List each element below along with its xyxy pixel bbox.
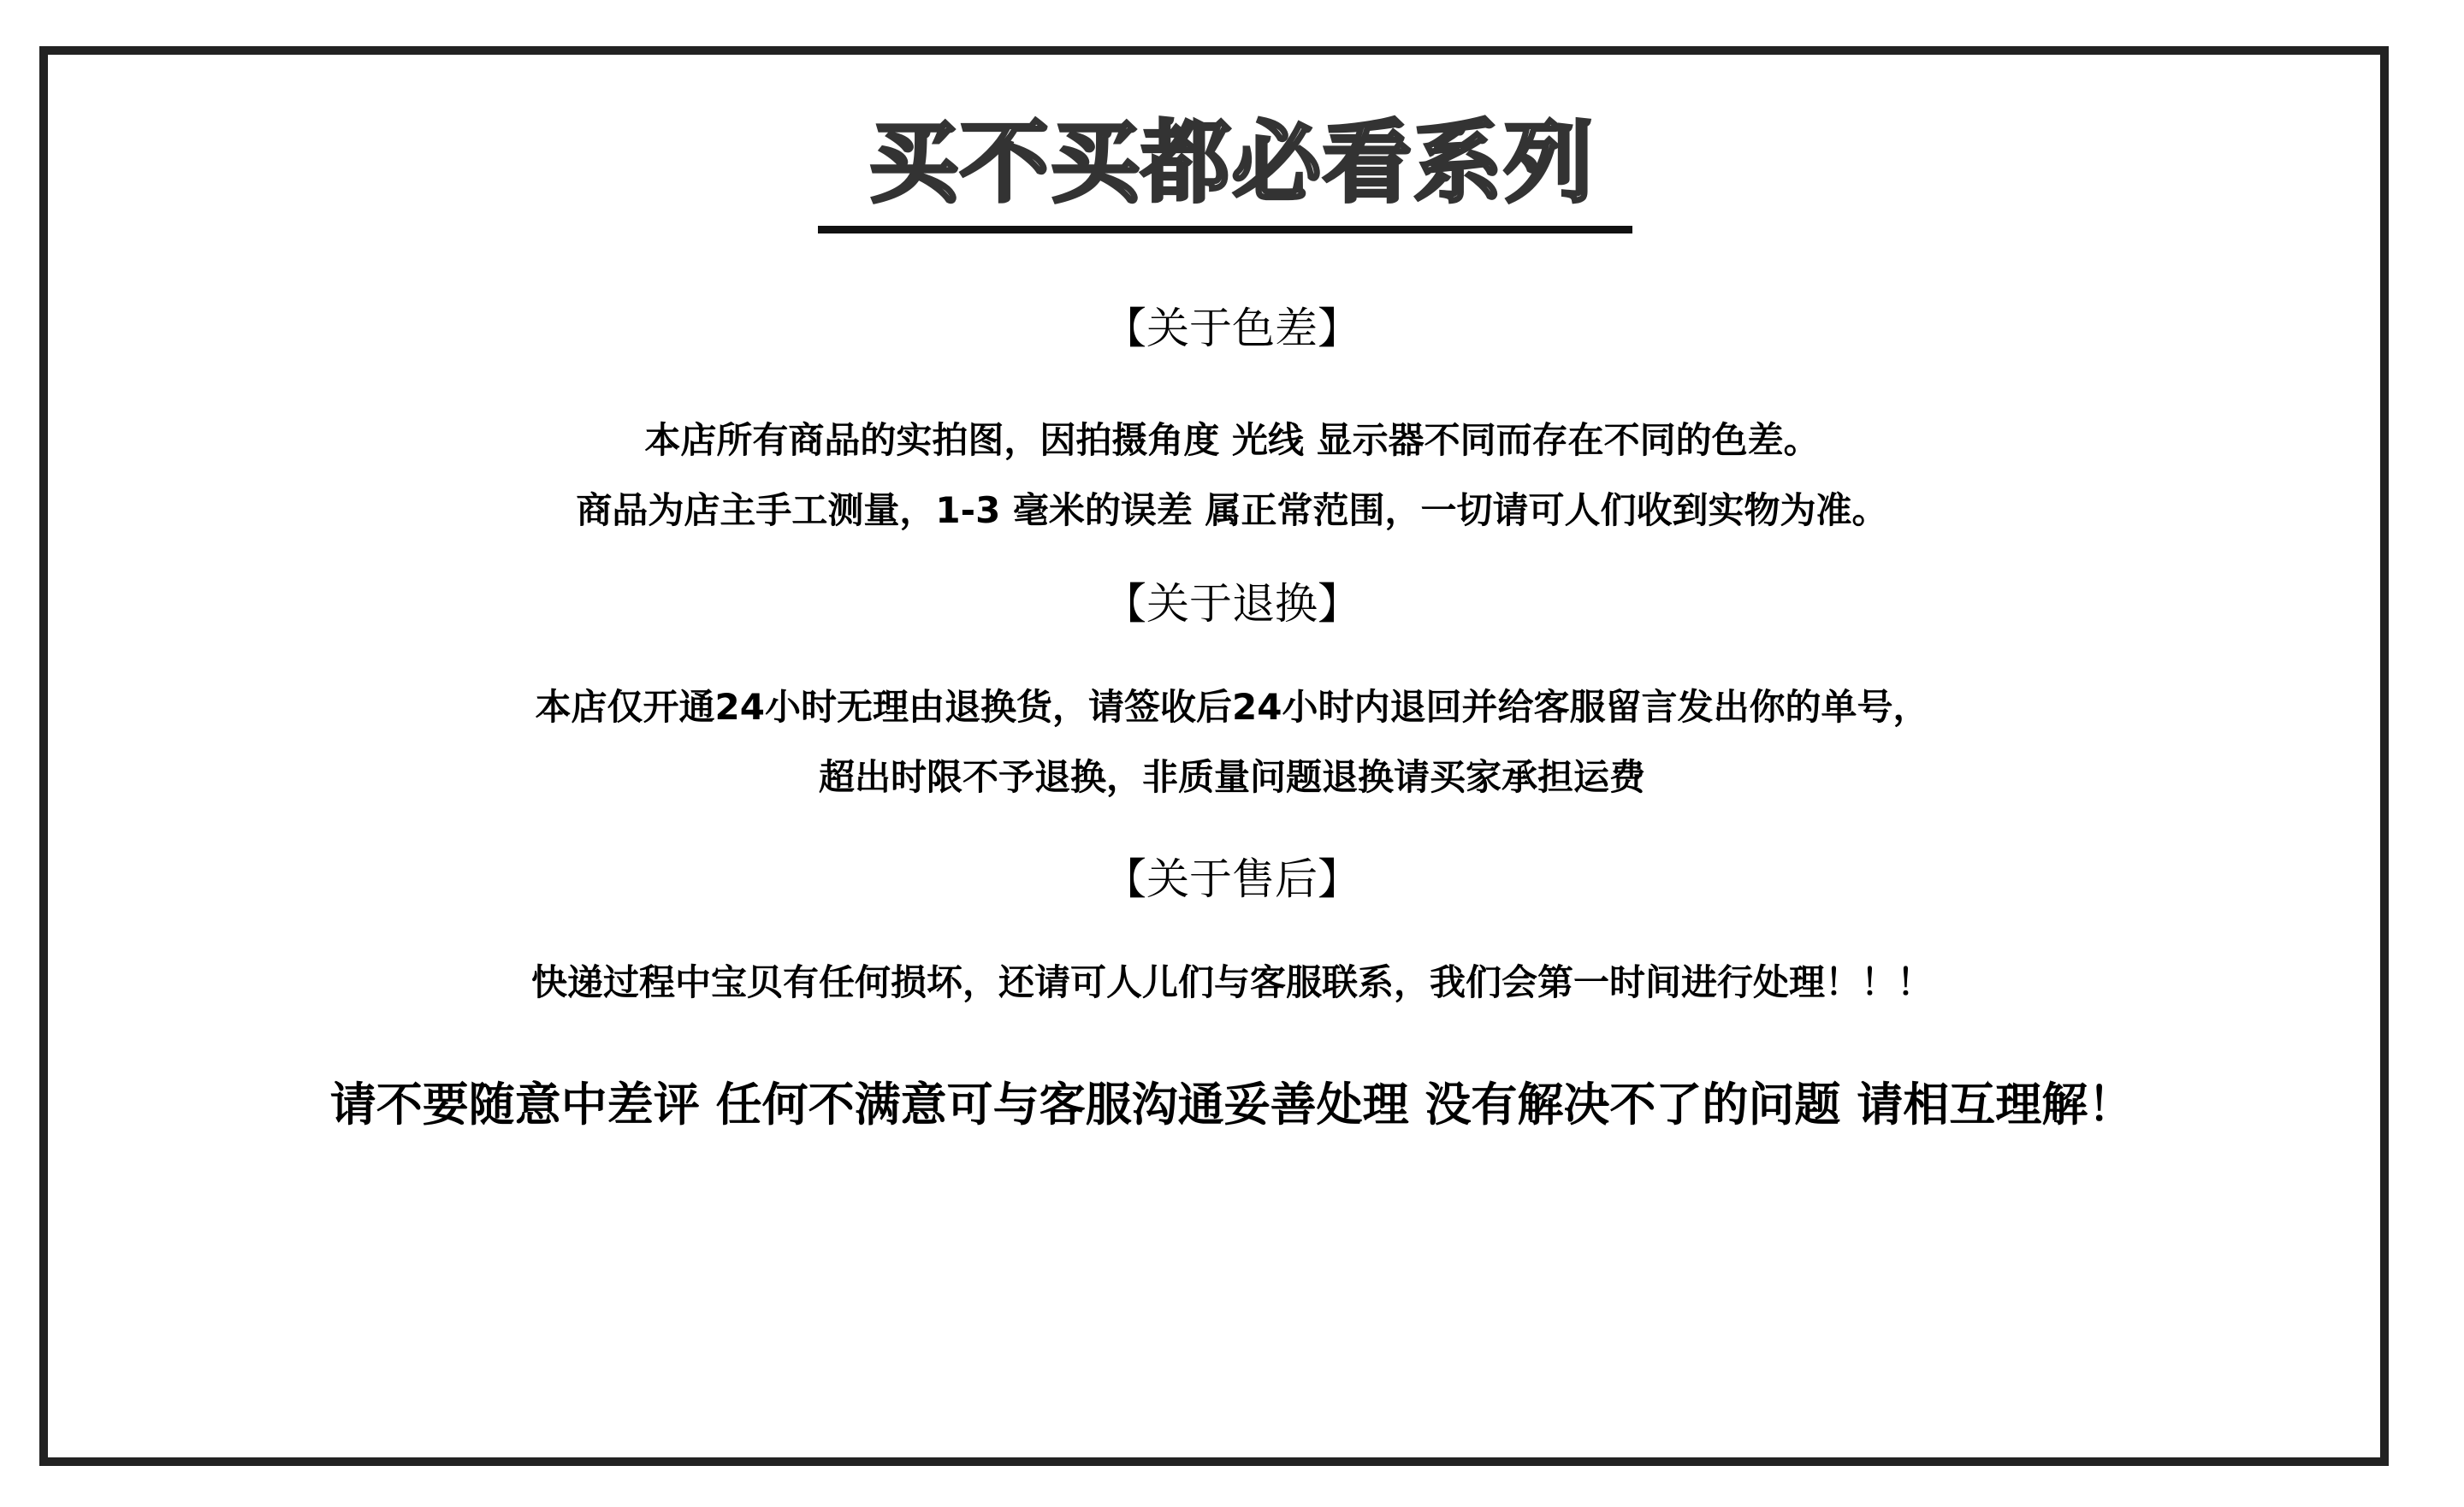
color-difference-line-1: 本店所有商品的实拍图，因拍摄角度 光线 显示器不同而存在不同的色差。: [644, 419, 1820, 461]
section-heading-color-difference: 【关于色差】: [1104, 304, 1360, 353]
returns-line-1: 本店仅开通24小时无理由退换货，请签收后24小时内退回并给客服留言发出你的单号，: [535, 686, 1929, 728]
section-heading-after-sales: 【关于售后】: [1104, 854, 1360, 904]
closing-note: 请不要随意中差评 任何不满意可与客服沟通妥善处理 没有解决不了的问题 请相互理解！: [329, 1078, 2135, 1132]
color-difference-line-2: 商品为店主手工测量，1-3 毫米的误差 属正常范围，一切请可人们收到实物为准。: [576, 489, 1888, 531]
title-underline: [818, 226, 1632, 233]
section-heading-returns: 【关于退换】: [1104, 579, 1360, 629]
page-title: 买不买都必看系列: [868, 110, 1595, 215]
returns-line-2: 超出时限不予退换，非质量问题退换请买家承担运费: [818, 756, 1645, 798]
after-sales-line-1: 快递过程中宝贝有任何损坏，还请可人儿们与客服联系，我们会第一时间进行处理！！！: [530, 961, 1933, 1003]
